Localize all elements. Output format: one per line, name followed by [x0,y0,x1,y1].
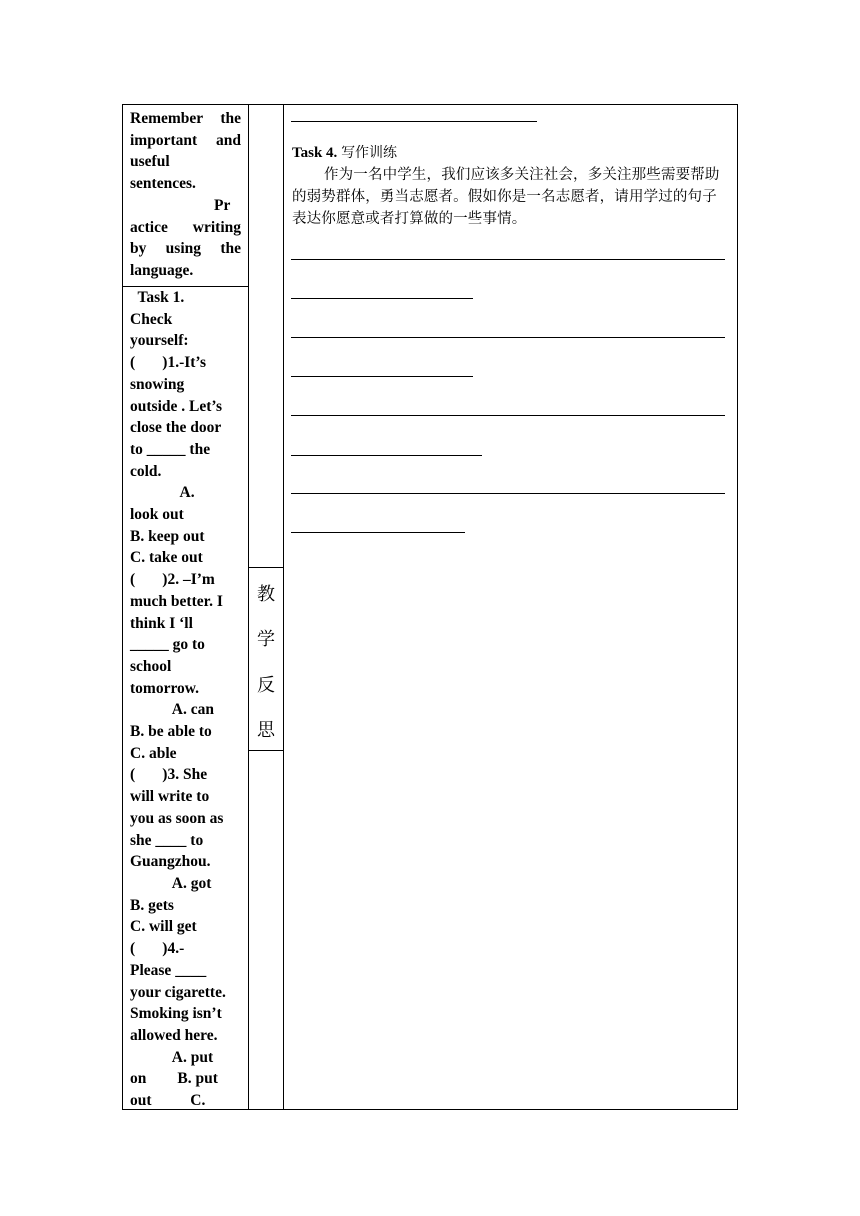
task-line: she ____ to [130,831,204,849]
objective-line: Remember the [130,110,241,127]
task4-title-cn: 写作训练 [341,145,398,161]
option-line: B. keep out [130,527,205,545]
option-line: A. [130,484,195,502]
task-line: Check [130,310,173,328]
reflection-cell-bottom [248,750,284,751]
task-line: school [130,657,172,675]
task-line: Smoking isn’t [130,1005,222,1023]
answer-line-previous [291,121,537,122]
objective-line: Pr [214,196,231,214]
writing-line[interactable] [291,493,725,494]
option-line: look out [130,506,184,524]
task-line: allowed here. [130,1026,218,1044]
task-line: will write to [130,788,210,806]
objective-line: language. [130,261,194,279]
task4-title-en: Task 4. [292,145,338,161]
reflection-char: 反 [257,675,275,696]
reflection-cell-top [248,567,284,568]
question-line: ( )4.- [130,940,185,958]
writing-line[interactable] [291,298,473,299]
objective-line: by using the [130,240,241,258]
writing-line[interactable] [291,532,465,533]
option-line: C. will get [130,918,197,936]
task4-prompt: 作为一名中学生，我们应该多关注社会，多关注那些需要帮助的弱势群体，勇当志愿者。假如你是一名志愿者，请用学过的句子表达你愿意或者打算做的一些事情。 [292,167,720,227]
task-line: to _____ the [130,440,211,458]
task-line: tomorrow. [130,679,200,697]
question-line: ( )2. –I’m [130,571,215,589]
writing-line[interactable] [291,415,725,416]
task-line: outside . Let’s [130,397,222,415]
task-line: close the door [130,419,222,437]
option-line: B. gets [130,896,174,914]
writing-line[interactable] [291,376,473,377]
option-line: C. able [130,744,177,762]
objectives-cell [130,108,241,282]
task-line: you as soon as [130,809,224,827]
task-line: think I ‘ll [130,614,193,632]
writing-line[interactable] [291,259,725,260]
writing-line[interactable] [291,337,725,338]
task-line: Task 1. [130,289,185,306]
task-line: _____ go to [130,636,205,654]
objective-line: actice writing [130,218,241,236]
option-line: B. be able to [130,723,212,741]
task-line: your cigarette. [130,983,226,1001]
column-divider-1 [248,104,249,1110]
objective-line: sentences. [130,175,196,193]
task-line: much better. I [130,592,223,610]
option-line: out C. [130,1092,206,1110]
task4-title [292,142,397,162]
task-line: yourself: [130,332,189,350]
task-line: snowing [130,375,185,393]
table-border-top [122,104,738,105]
table-border-left [122,104,123,1110]
task-line: Please ____ [130,961,207,979]
reflection-char: 思 [257,720,275,741]
option-line: A. put [130,1048,214,1066]
task-line: cold. [130,462,162,480]
objective-line: useful [130,153,170,171]
column-divider-2 [283,104,284,1110]
option-line: A. can [130,701,214,719]
writing-line[interactable] [291,455,482,456]
objective-line: important and [130,131,241,149]
option-line: on B. put [130,1070,218,1088]
question-line: ( )1.-It’s [130,354,207,372]
option-line: C. take out [130,549,203,567]
option-line: A. got [130,874,212,892]
question-line: ( )3. She [130,766,208,784]
task1-cell [130,287,242,1112]
task-line: Guangzhou. [130,853,211,871]
reflection-char: 学 [257,629,275,650]
table-border-right [737,104,738,1110]
reflection-char: 教 [257,584,275,605]
